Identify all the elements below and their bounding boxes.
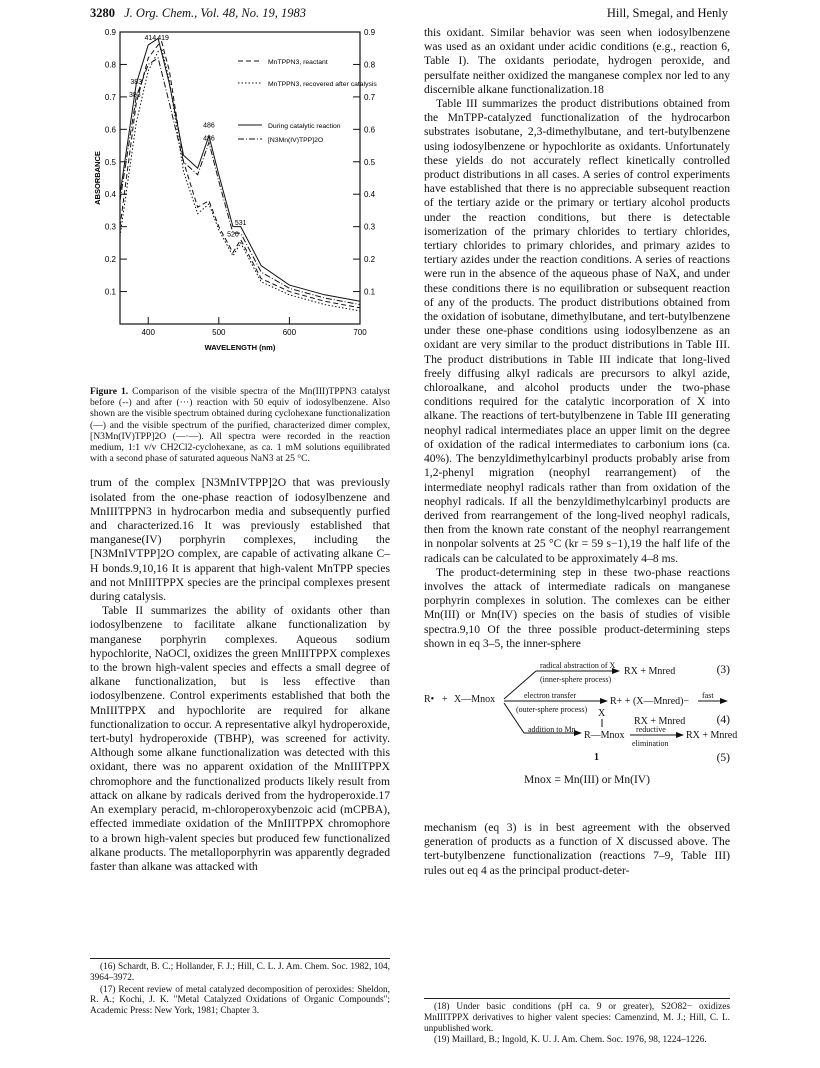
scheme-path2-top: electron transfer (524, 690, 577, 700)
figure-1-chart (90, 24, 390, 384)
series-line-4 (120, 58, 360, 305)
peak-label: 520 (227, 231, 239, 239)
y-tick-label-right: 0.3 (364, 222, 376, 232)
figure-caption (90, 386, 390, 464)
peak-label: 383 (130, 78, 143, 86)
figure-caption-label: Figure 1. (90, 386, 129, 397)
legend-label: During catalytic reaction (268, 123, 341, 130)
scheme-elim-bottom: elimination (632, 738, 669, 748)
scheme-path2-final: RX + Mnred (634, 715, 686, 727)
left-column (90, 24, 390, 874)
series-line-3 (120, 38, 360, 301)
y-tick-label: 0.3 (104, 222, 116, 232)
scheme-path1-bottom: (inner-sphere process) (540, 674, 612, 684)
equation-number-5: (5) (716, 751, 730, 764)
plot-frame (120, 32, 360, 324)
x-axis-label: WAVELENGTH (nm) (204, 343, 276, 352)
legend-label: MnTPPN3, reactant (268, 59, 328, 66)
paragraph: trum of the complex [N3MnIVTPP]2O that was previously isolated from the one-phase reaction of iodosylbenzene and MnIIITPPN3 in hydrocarbon media and subsequently purfied and characterized.16 It was previously established that manganese(IV) porphyrin complexes, including the [N3MnIVTPP]2O complex, are capable of activating alkane C–H bonds.9,10,16 It is apparent that high-valent MnTPP species and not MnIIITPPX species are the principal complexes present during catalysis. (90, 476, 390, 604)
y-tick-label-right: 0.7 (364, 92, 376, 102)
x-tick-label: 600 (282, 328, 297, 337)
scheme-path3-product: RX + Mnred (686, 729, 738, 741)
y-tick-label-right: 0.2 (364, 255, 376, 265)
y-tick-label: 0.9 (104, 28, 116, 37)
footnotes-right (424, 1002, 730, 1047)
journal-citation: J. Org. Chem., Vol. 48, No. 19, 1983 (124, 6, 306, 20)
equation-number-4: (4) (716, 713, 730, 726)
y-axis-label: ABSORBANCE (93, 151, 102, 205)
y-tick-label: 0.7 (104, 92, 116, 102)
reaction-scheme (424, 657, 738, 817)
scheme-elim-top: reductive (636, 724, 666, 734)
running-header-authors: Hill, Smegal, and Henly (606, 6, 728, 20)
y-tick-label: 0.8 (104, 60, 116, 70)
paragraph: The product-determining step in these two-phase reactions involves the attack of intermediate radicals on manganese porphyrin complexes in solution. The comlexes can be either Mn(III) or Mn(IV) species on the basis of studies of visible spectra.9,10 Of the three possible product-determining steps shown in eq 3–5, the inner-sphere (424, 565, 730, 650)
scheme-x-substituent: X (598, 707, 606, 719)
scheme-path3-intermediate: R—Mnox (584, 729, 625, 741)
peak-label: 531 (234, 220, 247, 228)
y-tick-label: 0.1 (104, 287, 116, 297)
compound-number: 1 (594, 751, 599, 763)
footnote: (19) Maillard, B.; Ingold, K. U. J. Am. Chem. Soc. 1976, 98, 1224–1226. (434, 1035, 707, 1046)
y-tick-label-right: 0.4 (364, 190, 376, 200)
y-tick-label: 0.5 (104, 157, 116, 167)
legend-label: MnTPPN3, recovered after catalysis (268, 81, 377, 88)
footnote: (16) Schardt, B. C.; Hollander, F. J.; Hill, C. L. J. Am. Chem. Soc. 1982, 104, 3964–3972. (90, 962, 390, 983)
scheme-radical: R• (424, 693, 435, 705)
peak-label: 414 (144, 35, 157, 43)
y-tick-label-right: 0.6 (364, 125, 376, 135)
y-tick-label-right: 0.5 (364, 157, 376, 167)
scheme-path2-product: R+ + (X—Mnred)− (610, 695, 690, 707)
scheme-path3-top: addition to Mn (528, 724, 576, 734)
scheme-fast: fast (702, 690, 714, 700)
scheme-path2-bottom: (outer-sphere process) (516, 704, 588, 714)
footnote-rule-right (424, 998, 730, 999)
peak-label: 486 (203, 135, 215, 143)
footnote-rule-left (90, 958, 390, 959)
paragraph: mechanism (eq 3) is in best agreement with the observed generation of products as a function of X discussed above. The tert-butylbenzene functionalization (reactions 7–9, Table III) rules out eq 4 as the principal product-deter- (424, 820, 730, 877)
peak-label: 486 (203, 122, 215, 130)
footnotes-left (90, 962, 390, 1018)
legend-label: [N3Mn(IV)TPP]2O (268, 137, 324, 144)
x-tick-label: 500 (212, 328, 226, 337)
scheme-plus: + (442, 693, 448, 705)
right-column (424, 26, 738, 878)
equation-number-3: (3) (716, 663, 730, 676)
x-tick-label: 700 (353, 328, 367, 337)
y-tick-label-right: 0.9 (364, 28, 376, 37)
scheme-definition: Mnox = Mn(III) or Mn(IV) (524, 773, 650, 786)
paragraph: this oxidant. Similar behavior was seen when iodosylbenzene was used as an oxidant under acidic conditions (e.g., reaction 6, Table I). The oxidants periodate, hydrogen peroxide, and persulfate neither oxidized the manganese complex nor led to any discernible alkane functionalization.18 (424, 26, 730, 96)
scheme-path1-product: RX + Mnred (624, 665, 676, 677)
peak-label: 383 (128, 91, 141, 99)
peak-label: 419 (157, 35, 169, 43)
running-header-left (90, 6, 306, 21)
y-tick-label-right: 0.1 (364, 287, 376, 297)
paragraph: Table II summarizes the ability of oxidants other than iodosylbenzene to facilitate alkane functionalization by manganese porphyrin complexes. Aqueous sodium hypochlorite, NaOCl, oxidizes the green MnIIITPPX complexes to the brown high-valent species and effects a small degree of alkane functionalization, but is less effective than iodosylbenzene. Control experiments established that both the MnIIITPPX and hypochlorite are required for alkane functionalization to occur. A representative alkyl hydroperoxide, tert-butyl hydroperoxide (TBHP), was screened for activity. Although some alkane functionalization was detected with this oxidant, there was no apparent oxidation of the MnIIITPPX chromophore and the functionalized products likely result from attack on alkane by radicals derived from the hydroperoxide.17 An exemplary peracid, m-chloroperoxybenzoic acid (mCPBA), effected immediate oxidation of the MnIIITPPX chromophore to a brown high-valent species but produced few functionalized alkane products. The metalloporphyrin was apparently degraded faster than alkane was attacked with (90, 604, 390, 873)
y-tick-label-right: 0.8 (364, 60, 376, 70)
scheme-path1-top: radical abstraction of X (540, 660, 616, 670)
figure-caption-text: Comparison of the visible spectra of the Mn(III)TPPN3 catalyst before (--) and after (···) reaction with 50 equiv of iodosylbenzene. Also shown are the visible spectrum obtained during cyclohexane functionalization (—) and the visible spectrum of the purified, characterized dimer complex, [N3Mn(IV)TPP]2O (—·—). All spectra were recorded in the reaction medium, 1:1 v/v CH2Cl2-cyclohexane, as ca. 1 mM solutions equilibrated with a second phase of saturated aqueous NaN3 at 25 °C. (90, 386, 390, 465)
y-tick-label: 0.6 (104, 125, 116, 135)
footnote: (18) Under basic conditions (pH ca. 9 or greater), S2O82− oxidizes MnIIITPPX derivatives to higher valent species: Camenzind, M. J.; Hill, C. L. unpublished work. (424, 1002, 730, 1034)
footnote: (17) Recent review of metal catalyzed decomposition of peroxides: Sheldon, R. A.; Kochi, J. K. "Metal Catalyzed Oxidations of Organic Compounds"; Academic Press: New York, 1981; Chapter 3. (90, 984, 390, 1017)
scheme-reactant: X—Mnox (454, 693, 496, 705)
x-tick-label: 400 (141, 328, 155, 337)
y-tick-label: 0.2 (104, 255, 116, 265)
page-number: 3280 (90, 6, 115, 20)
y-tick-label: 0.4 (104, 190, 116, 200)
paragraph: Table III summarizes the product distributions obtained from the MnTPP-catalyzed functionalization of the hydrocarbon substrates isobutane, 2,3-dimethylbutane, and tert-butylbenzene using iodosylbenzene or hypochlorite as oxidants. Unfortunately these yields do not accurately reflect kinetically controlled product distributions in all cases. A series of control experiments have established that there is no appreciable subsequent reaction of the tertiary azide or the primary or tertiary alcohol products under the reaction conditions, but there is detectable isomerization of the primary chlorides to tertiary chlorides, tertiary chlorides to primary chlorides, and primary azides to tertiary azides under the reaction conditions. A series of reactions were run in the absence of the aqueous phase of NaX, and under these conditions there is no equilibration or subsequent reaction of any of the products. The product distributions obtained from the oxidation of isobutane, dimethylbutane, and tert-butylbenzene under these one-phase conditions using iodosylbenzene as an oxidant are very similar to the product distributions in Table III. The product distributions in Table III indicate that long-lived freely diffusing alkyl radicals are precursors to alkyl azide, chloroalkane, and alcohol products under the two-phase conditions required for the catalytic incorporation of X into alkane. The reactions of tert-butylbenzene in Table III generating neophyl radical intermediates place an upper limit on the degree of oxidation of the radical intermediates to carbonium ions (ca. 40%). The benzyldimethylcarbinyl products probably arise from 1,2-phenyl migration (neophyl rearrangement) of the intermediate neophyl radicals rather than from oxidation of the neophyl radicals. If all the benzyldimethylcarbinyl products are derived from rearrangement of the long-lived neophyl radicals, then from the known rate constant of the neophyl rearrangement in nonpolar solvents at 25 °C (kr = 59 s−1),19 the half life of the radicals can be calculated to be approximately 4–8 ms. (424, 97, 730, 565)
